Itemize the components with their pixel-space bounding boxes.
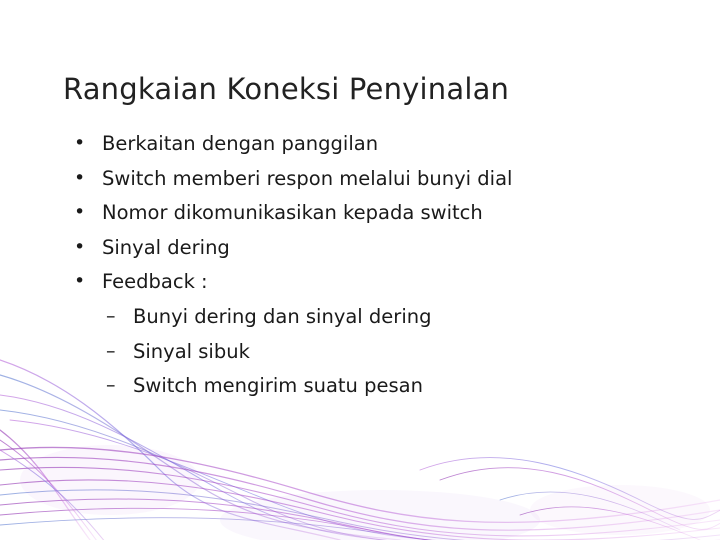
sub-bullet-item: Sinyal sibuk xyxy=(133,340,250,363)
bullet-item: Feedback : xyxy=(102,270,208,293)
bullet-icon: • xyxy=(74,201,86,223)
bullet-icon: • xyxy=(74,236,86,258)
bullet-item: Sinyal dering xyxy=(102,236,230,259)
slide-title: Rangkaian Koneksi Penyinalan xyxy=(63,72,510,106)
sub-bullet-item: Bunyi dering dan sinyal dering xyxy=(133,305,432,328)
sub-bullet-dash-icon: – xyxy=(106,374,116,396)
sub-bullet-dash-icon: – xyxy=(106,305,116,327)
bullet-icon: • xyxy=(74,270,86,292)
bullet-icon: • xyxy=(74,167,86,189)
sub-bullet-dash-icon: – xyxy=(106,340,116,362)
bullet-item: Berkaitan dengan panggilan xyxy=(102,132,379,155)
bullet-item: Nomor dikomunikasikan kepada switch xyxy=(102,201,483,224)
bullet-item: Switch memberi respon melalui bunyi dial xyxy=(102,167,513,190)
bullet-icon: • xyxy=(74,132,86,154)
sub-bullet-item: Switch mengirim suatu pesan xyxy=(133,374,423,397)
